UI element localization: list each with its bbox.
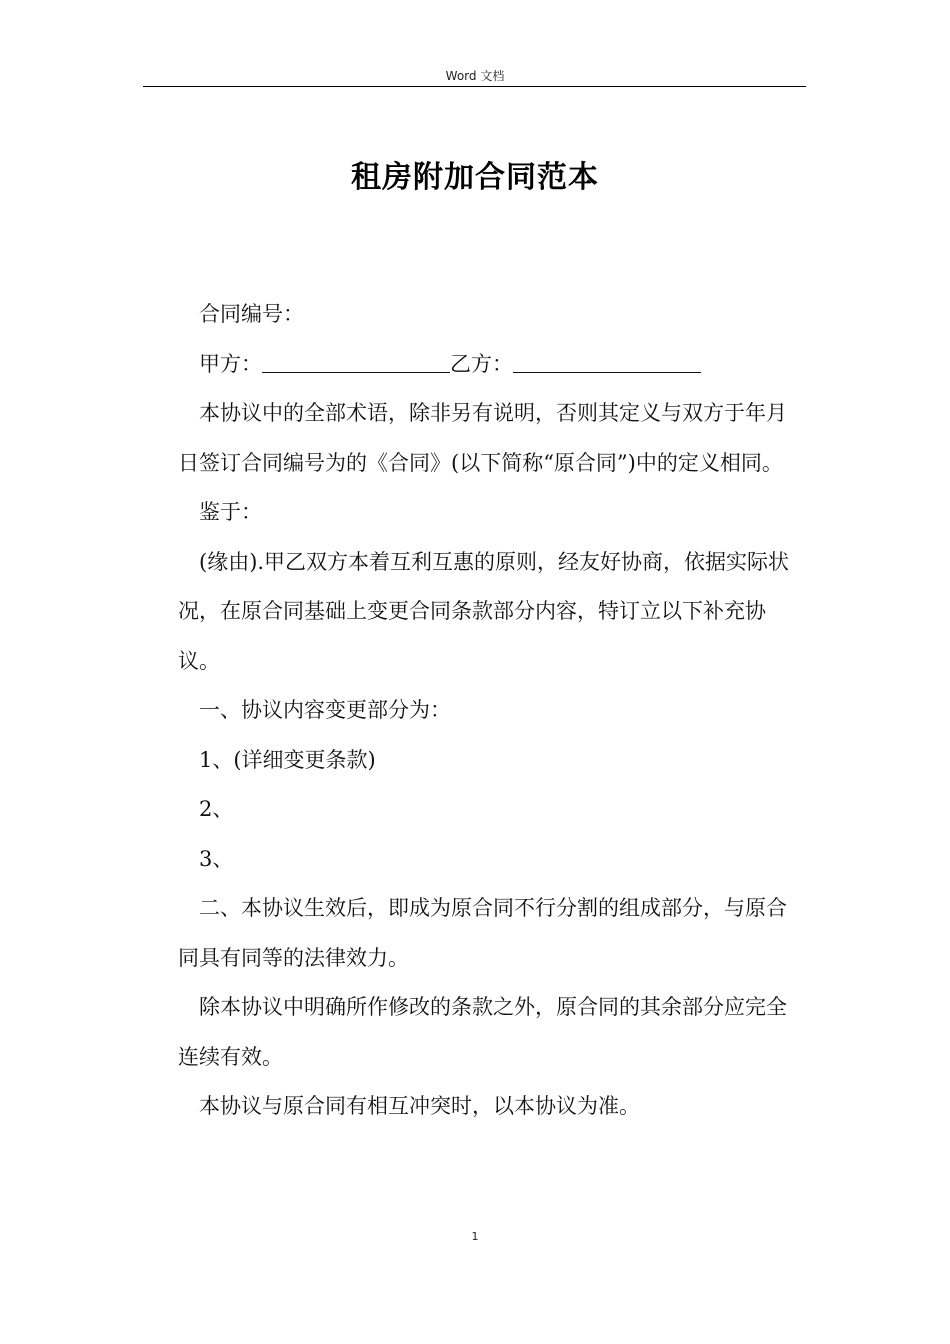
header-divider <box>143 86 806 87</box>
validity-paragraph: 除本协议中明确所作修改的条款之外，原合同的其余部分应完全连续有效。 <box>178 995 787 1069</box>
party-b-label: 乙方： <box>450 351 513 376</box>
whereas-heading: 鉴于： <box>199 500 262 524</box>
definitions-paragraph: 本协议中的全部术语，除非另有说明，否则其定义与双方于年月日签订合同编号为的《合同》(以下简称“原合同”)中的定义相同。 <box>178 401 787 475</box>
document-body <box>178 290 804 1132</box>
change-item-1: 1、(详细变更条款) <box>199 747 376 772</box>
reason-paragraph: (缘由).甲乙双方本着互利互惠的原则，经友好协商，依据实际状况，在原合同基础上变更合同条款部分内容，特订立以下补充协议。 <box>178 549 790 673</box>
contract-number-line: 合同编号： <box>199 302 304 326</box>
party-a-blank <box>262 352 450 373</box>
change-item-2: 2、 <box>199 797 234 821</box>
party-a-label: 甲方： <box>199 351 262 376</box>
parties-line <box>178 340 804 390</box>
document-title: 租房附加合同范本 <box>351 160 599 195</box>
party-b-blank <box>513 352 701 373</box>
section-one-heading: 一、协议内容变更部分为： <box>199 698 451 722</box>
change-item-3: 3、 <box>199 846 234 871</box>
page-header-label: Word 文档 <box>445 69 505 83</box>
precedence-paragraph: 本协议与原合同有相互冲突时，以本协议为准。 <box>199 1094 640 1118</box>
page-number: 1 <box>471 1230 479 1243</box>
section-two-paragraph: 二、本协议生效后，即成为原合同不行分割的组成部分，与原合同具有同等的法律效力。 <box>178 896 787 970</box>
